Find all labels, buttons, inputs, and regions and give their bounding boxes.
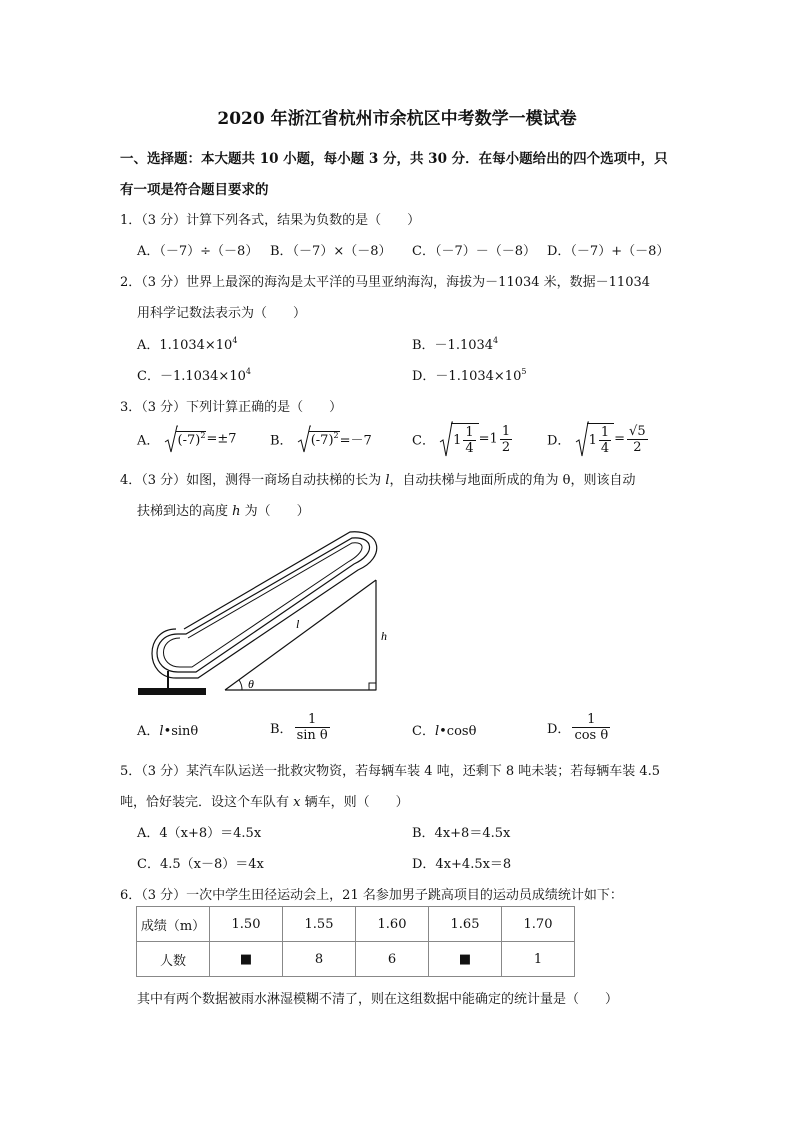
page-title: 2020 年浙江省杭州市余杭区中考数学一模试卷 xyxy=(217,109,577,129)
q4-option-d xyxy=(547,712,612,743)
q3-c-frac-den: 4 xyxy=(465,440,474,456)
q5-stem2-b: 辆车，则（ ） xyxy=(300,795,409,810)
section-heading-line1: 一、选择题：本大题共 10 小题，每小题 3 分，共 30 分．在每小题给出的四个选项中，只 xyxy=(120,151,668,167)
table-header-cell: 成绩（m） xyxy=(137,907,210,942)
q2-d-base: D．－1.1034×10 xyxy=(412,369,522,384)
q3-c-label: C． xyxy=(412,433,435,449)
q2-c-base: C．－1.1034×10 xyxy=(137,369,246,384)
q3-option-d xyxy=(547,420,650,460)
q5-option-a: A．4（x+8）＝4.5x xyxy=(137,826,262,841)
angle-arc xyxy=(239,680,242,690)
q3-d-eq: = xyxy=(614,431,626,447)
q2-option-a xyxy=(137,334,237,353)
right-angle-mark xyxy=(369,683,376,690)
escalator-outline xyxy=(157,538,370,672)
q1-stem: 1．（3 分）计算下列各式，结果为负数的是（ ） xyxy=(120,213,421,228)
q2-d-exp: 5 xyxy=(521,367,527,376)
q3-a-radicand: (-7) xyxy=(177,432,201,448)
table-cell: 6 xyxy=(356,942,429,977)
q3-b-exp: 2 xyxy=(333,430,339,440)
table-cell: 1.55 xyxy=(283,907,356,942)
q4-stem1-b: ，自动扶梯与地面所成的角为 θ，则该自动 xyxy=(389,473,636,488)
q6-stem: 6．（3 分）一次中学生田径运动会上，21 名参加男子跳高项目的运动员成绩统计如下： xyxy=(120,888,623,903)
q4-a-txt: •sinθ xyxy=(163,724,199,739)
table-cell: 1.65 xyxy=(429,907,502,942)
q4-c-txt: •cosθ xyxy=(439,724,477,739)
q3-c-rhs-den: 2 xyxy=(501,439,511,455)
q3-d-int: 1 xyxy=(588,432,597,448)
triangle-hypotenuse xyxy=(225,580,376,690)
q1-option-d: D．（－7）+（－8） xyxy=(547,244,670,259)
q2-b-base: B．－1.1034 xyxy=(412,338,494,353)
q3-d-frac-num: 1 xyxy=(600,424,610,440)
q2-option-b xyxy=(412,334,498,353)
q4-stem2-a: 扶梯到达的高度 xyxy=(137,504,233,519)
q3-d-label: D． xyxy=(547,433,571,449)
q4-d-label: D． xyxy=(547,722,571,737)
table-row xyxy=(137,942,575,977)
q3-a-label: A． xyxy=(137,433,160,449)
q4-c-label: C． xyxy=(412,724,435,739)
q4-option-c xyxy=(412,720,476,739)
table-cell: 1.60 xyxy=(356,907,429,942)
q2-c-exp: 4 xyxy=(245,367,251,376)
q4-stem-line2 xyxy=(137,500,310,519)
fig-label-l: l xyxy=(296,617,300,631)
escalator-figure xyxy=(130,530,400,702)
q4-option-b xyxy=(270,712,332,743)
q4-b-num: 1 xyxy=(295,712,330,728)
q2-stem-line2: 用科学记数法表示为（ ） xyxy=(137,306,307,321)
table-row xyxy=(137,907,575,942)
q5-option-c: C．4.5（x－8）＝4x xyxy=(137,857,264,872)
q4-b-label: B． xyxy=(270,722,293,737)
q4-option-a xyxy=(137,720,198,739)
q4-c-var: l xyxy=(434,724,440,739)
q5-option-b: B．4x+8＝4.5x xyxy=(412,826,511,841)
fig-label-theta: θ xyxy=(248,677,254,691)
q4-stem1-a: 4．（3 分）如图，测得一商场自动扶梯的长为 xyxy=(120,473,386,488)
q2-b-exp: 4 xyxy=(493,336,499,345)
q3-c-eq: =1 xyxy=(478,431,498,447)
fig-label-h: h xyxy=(381,629,387,643)
table-cell: 1.70 xyxy=(502,907,575,942)
q5-stem2-a: 吨，恰好装完．设这个车队有 xyxy=(120,795,294,810)
q3-a-exp: 2 xyxy=(200,430,206,440)
table-header-cell: 人数 xyxy=(137,942,210,977)
table-cell: ■ xyxy=(429,942,502,977)
q5-option-d: D．4x+4.5x＝8 xyxy=(412,857,512,872)
q3-option-b xyxy=(270,424,372,458)
q6-followup: 其中有两个数据被雨水淋湿模糊不清了，则在这组数据中能确定的统计量是（ ） xyxy=(137,992,619,1007)
q3-option-a xyxy=(137,424,237,458)
q6-results-table xyxy=(136,906,575,977)
q2-a-exp: 4 xyxy=(232,336,238,345)
q5-stem-line1: 5．（3 分）某汽车队运送一批救灾物资，若每辆车装 4 吨，还剩下 8 吨未装；若每辆车装 4.5 xyxy=(120,764,661,779)
q1-option-c: C．（－7）－（－8） xyxy=(412,244,536,259)
q4-stem1-l: l xyxy=(385,473,390,488)
q3-d-rhs-num: √5 xyxy=(629,423,646,439)
q3-c-frac-num: 1 xyxy=(465,424,474,440)
ground-base xyxy=(138,688,206,695)
q3-b-rhs: =－7 xyxy=(339,433,372,449)
escalator-outer-rail xyxy=(152,532,377,678)
q3-b-radicand: (-7) xyxy=(310,432,334,448)
q4-a-var: l xyxy=(159,724,164,739)
q1-option-b: B．（－7）×（－8） xyxy=(270,244,392,259)
q3-c-rhs-num: 1 xyxy=(501,423,511,439)
section-heading-line2: 有一项是符合题目要求的 xyxy=(120,182,269,198)
escalator-inner-rail xyxy=(164,543,363,667)
q2-a-base: A．1.1034×10 xyxy=(137,338,233,353)
q3-option-c xyxy=(412,420,514,460)
q3-b-label: B． xyxy=(270,433,293,449)
table-cell: 1.50 xyxy=(210,907,283,942)
q2-option-c xyxy=(137,365,251,384)
table-cell: 8 xyxy=(283,942,356,977)
q3-d-rhs-den: 2 xyxy=(633,439,642,455)
q3-c-int: 1 xyxy=(453,432,462,448)
q4-d-den: cos θ xyxy=(574,728,609,743)
q5-stem2-x: x xyxy=(293,795,301,810)
q4-a-label: A． xyxy=(137,724,160,739)
q4-stem2-b: 为（ ） xyxy=(240,504,310,519)
table-cell: 1 xyxy=(502,942,575,977)
q4-d-num: 1 xyxy=(572,712,610,728)
q5-stem-line2 xyxy=(120,791,409,810)
q3-a-rhs: =±7 xyxy=(206,431,237,447)
q3-stem: 3．（3 分）下列计算正确的是（ ） xyxy=(120,400,343,415)
q4-stem-line1 xyxy=(120,469,635,488)
q2-stem-line1: 2．（3 分）世界上最深的海沟是太平洋的马里亚纳海沟，海拔为－11034 米，数据－11034 xyxy=(120,275,651,290)
table-cell: ■ xyxy=(210,942,283,977)
q3-d-frac-den: 4 xyxy=(600,440,610,456)
q4-stem2-h: h xyxy=(232,504,241,519)
q4-b-den: sin θ xyxy=(296,728,328,743)
q2-option-d xyxy=(412,365,526,384)
q1-option-a: A．（－7）÷（－8） xyxy=(137,244,259,259)
